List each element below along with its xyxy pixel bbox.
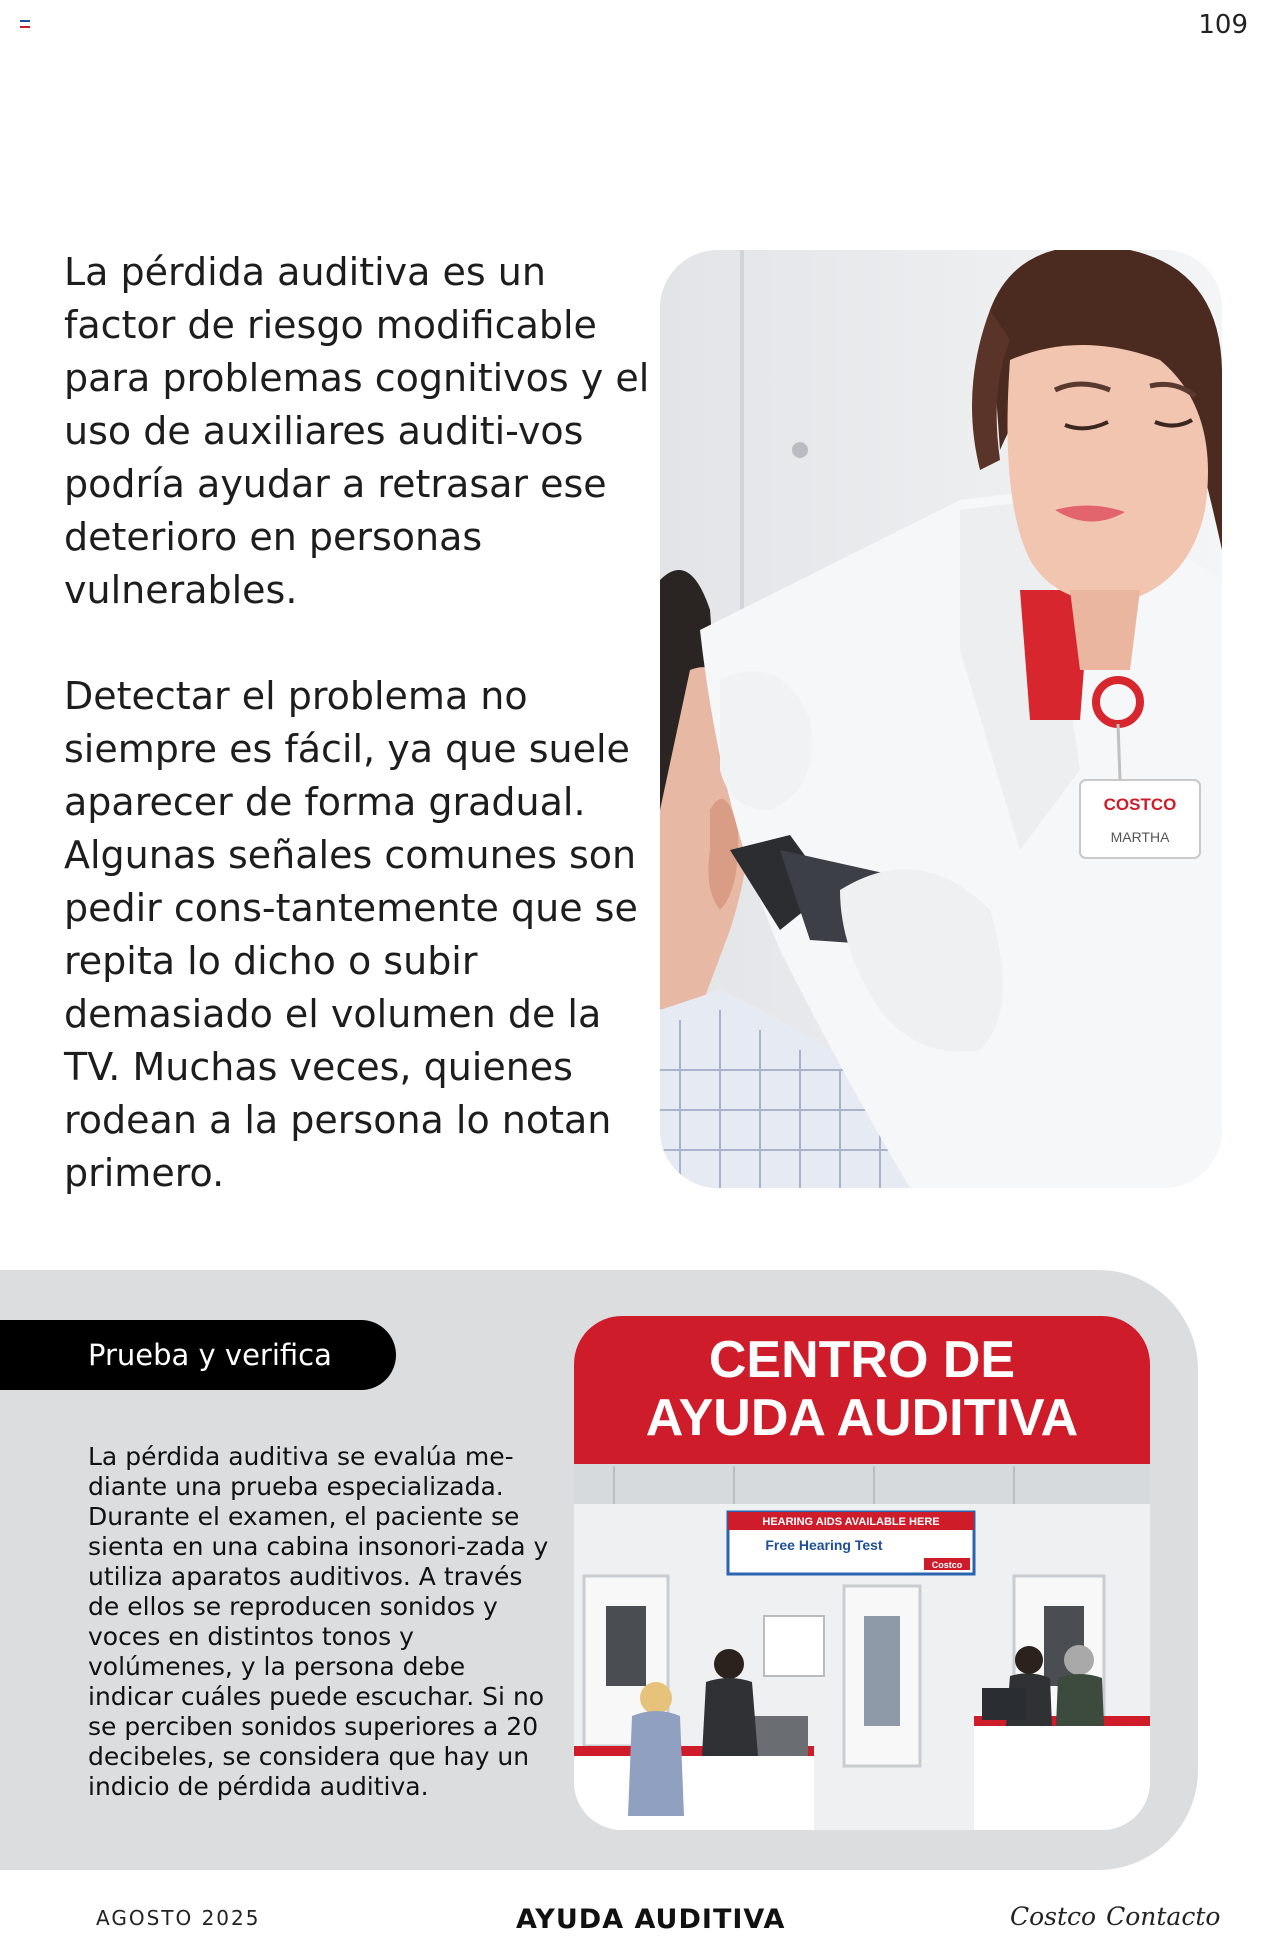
badge-brand: COSTCO [1103,795,1177,814]
test-section-text: La pérdida auditiva se evalúa me-diante una prueba especializada. Durante el examen, el paciente se sienta en una cabina insonori-zada y utiliza aparatos auditivos. A través de ellos se reproducen sonidos y voces en distintos tonos y volúmenes, y la persona debe indicar cuáles puede escuchar. Si no se perciben sonidos superiores a 20 decibeles, se considera que hay un indicio de pérdida auditiva. [88,1442,549,1801]
intro-paragraph-1: La pérdida auditiva es un factor de riesgo modificable para problemas cognitivos y el uso de auxiliares auditi-vos podría ayudar a retrasar ese deterioro en personas vulnerables. [64,250,650,612]
banner-line-2: AYUDA AUDITIVA [645,1389,1079,1447]
intro-paragraph-2: Detectar el problema no siempre es fácil, ya que suele aparecer de forma gradual. Algunas señales comunes son pedir cons-tantemente que se repita lo dicho o subir demasiado el volumen de la TV. Muchas veces, quienes rodean a la persona lo notan primero. [64,674,638,1195]
footer-date: AGOSTO 2025 [96,1906,261,1930]
hearing-center-photo [574,1316,1150,1830]
footer-brand [1010,1902,1220,1931]
center-banner [574,1316,1150,1464]
flag-icon [20,20,30,27]
section-heading-pill: Prueba y verifica [0,1320,396,1390]
nurse-otoscope-photo [660,250,1222,1188]
sign-subline: Free Hearing Test [765,1537,883,1553]
footer-brand-word-2: Contacto [1106,1902,1221,1931]
banner-line-1: CENTRO DE [708,1331,1016,1389]
page-number: 109 [1198,10,1248,40]
footer-section-title: AYUDA AUDITIVA [516,1904,786,1935]
sign-brand: Costco [931,1560,963,1570]
sign-headline: HEARING AIDS AVAILABLE HERE [762,1516,940,1528]
intro-text [64,246,654,1253]
footer-brand-word-1: Costco [1010,1902,1097,1931]
badge-name: MARTHA [1110,829,1170,845]
